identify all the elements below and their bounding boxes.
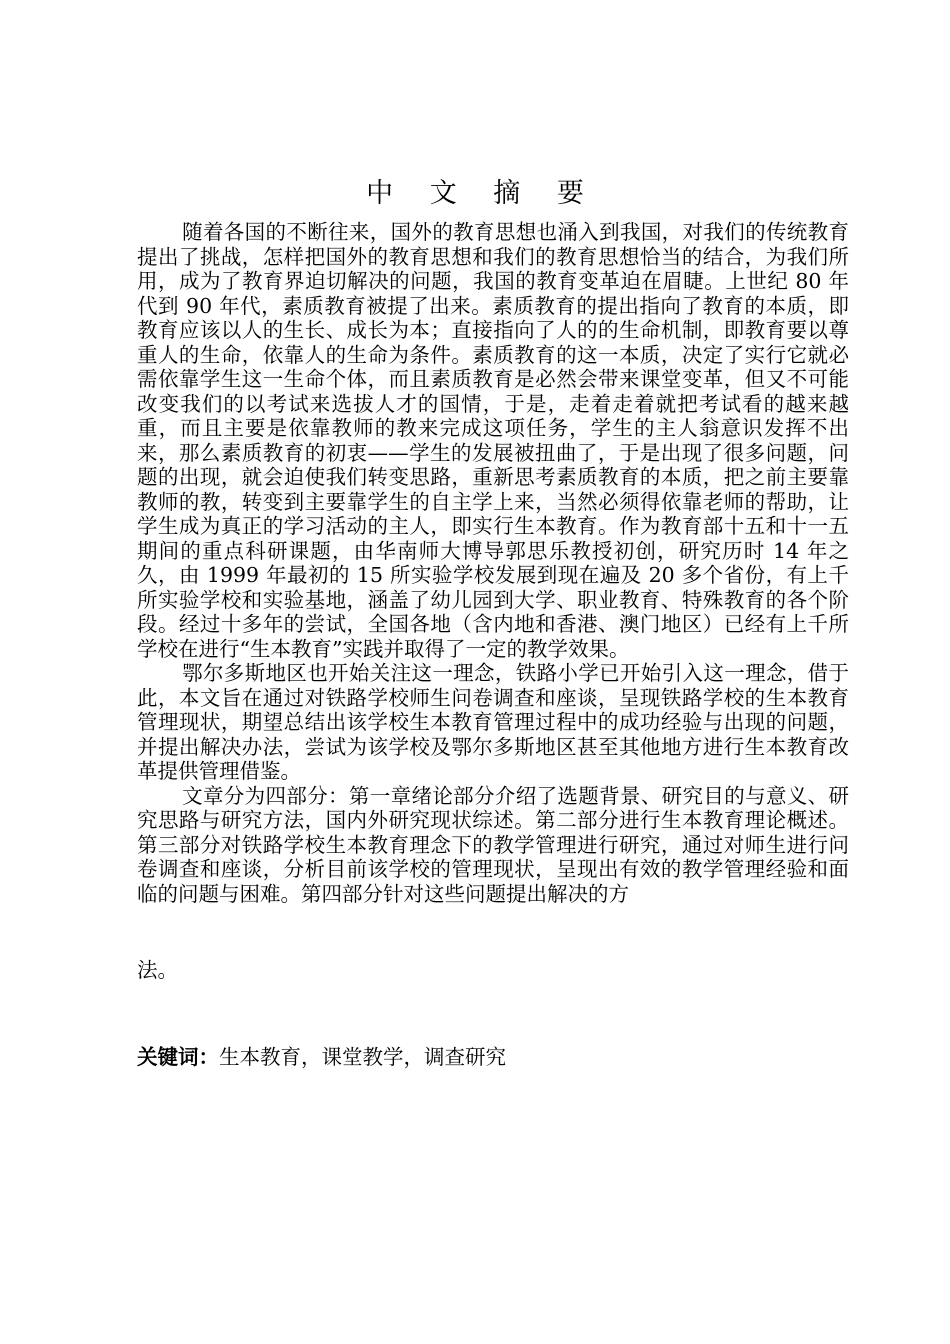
keywords-label: 关键词：	[137, 1045, 219, 1069]
abstract-paragraph-2: 鄂尔多斯地区也开始关注这一理念，铁路小学已开始引入这一理念，借于此，本文旨在通过对铁路学校师生问卷调查和座谈，呈现铁路学校的生本教育管理现状，期望总结出该学校生本教育管理过程中的成功经验与出现的问题，并提出解决办法，尝试为该学校及鄂尔多斯地区甚至其他地方进行生本教育改革提供管理借鉴。	[137, 661, 849, 783]
abstract-paragraph-1: 随着各国的不断往来，国外的教育思想也涌入到我国，对我们的传统教育提出了挑战，怎样把国外的教育思想和我们的教育思想恰当的结合，为我们所用，成为了教育界迫切解决的问题，我国的教育变革迫在眉睫。上世纪 80 年代到 90 年代，素质教育被提了出来。素质教育的提出指向了教育的本质，即教育应该以人的生长、成长为本；直接指向了人的的生命机制，即教育要以尊重人的生命，依靠人的生命为条件。素质教育的这一本质，决定了实行它就必需依靠学生这一生命个体，而且素质教育是必然会带来课堂变革，但又不可能改变我们的以考试来选拔人才的国情，于是，走着走着就把考试看的越来越重，而且主要是依靠教师的教来完成这项任务，学生的主人翁意识发挥不出来，那么素质教育的初衷——学生的发展被扭曲了，于是出现了很多问题，问题的出现，就会迫使我们转变思路，重新思考素质教育的本质，把之前主要靠教师的教，转变到主要靠学生的自主学上来，当然必须得依靠老师的帮助，让学生成为真正的学习活动的主人，即实行生本教育。作为教育部十五和十一五期间的重点科研课题，由华南师大博导郭思乐教授初创，研究历时 14 年之久，由 1999 年最初的 15 所实验学校发展到现在遍及 20 多个省份，有上千所实验学校和实验基地，涵盖了幼儿园到大学、职业教育、特殊教育的各个阶段。经过十多年的尝试，全国各地（含内地和香港、澳门地区）已经有上千所学校在进行“生本教育”实践并取得了一定的教学效果。	[137, 220, 849, 661]
abstract-paragraph-3-end: 法。	[137, 958, 178, 982]
abstract-body	[137, 220, 849, 906]
keywords-line	[137, 1043, 506, 1071]
abstract-paragraph-3: 文章分为四部分：第一章绪论部分介绍了选题背景、研究目的与意义、研究思路与研究方法，国内外研究现状综述。第二部分进行生本教育理论概述。第三部分对铁路学校生本教育理念下的教学管理进行研究，通过对师生进行问卷调查和座谈，分析目前该学校的管理现状，呈现出有效的教学管理经验和面临的问题与困难。第四部分针对这些问题提出解决的方	[137, 783, 849, 906]
keywords-value: 生本教育，课堂教学，调查研究	[219, 1045, 506, 1069]
page-title: 中 文 摘 要	[366, 178, 598, 210]
